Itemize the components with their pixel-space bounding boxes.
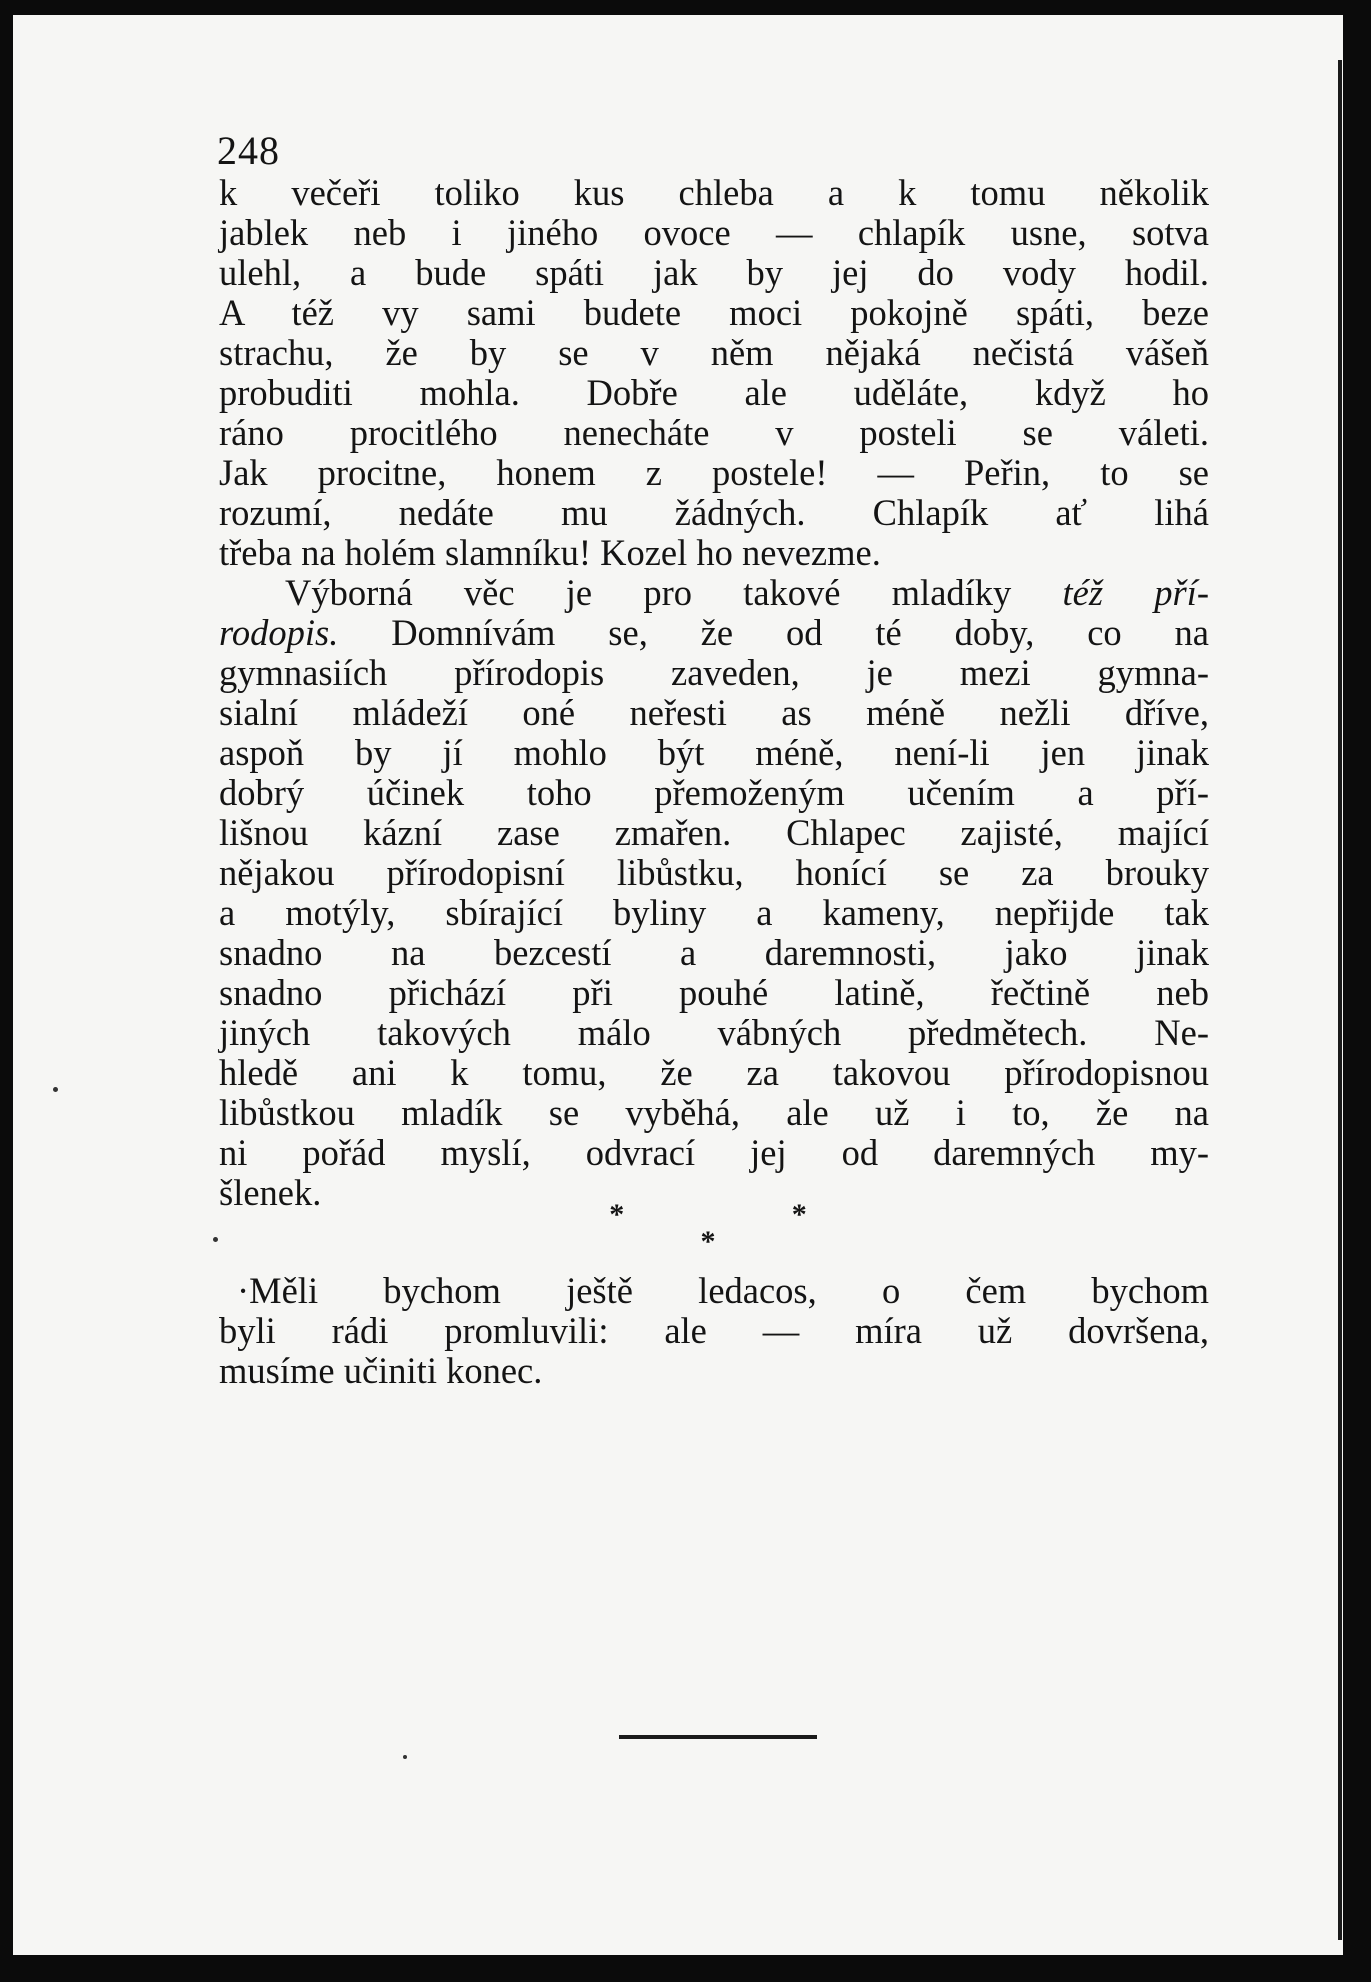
line-text: gymnasiích přírodopis zaveden, je mezi gymna-: [219, 652, 1209, 693]
line-text: jablek neb i jiného ovoce — chlapík usne, sotva: [219, 212, 1209, 253]
line-text: hledě ani k tomu, že za takovou přírodopisnou: [219, 1052, 1209, 1093]
line-text: ráno procitlého nenecháte v posteli se váleti.: [219, 412, 1209, 453]
line-text: nějakou přírodopisní libůstku, honící se za brouky: [219, 852, 1209, 893]
line-text: [219, 612, 1209, 653]
line-text: a motýly, sbírající byliny a kameny, nepřijde tak: [219, 892, 1209, 933]
page-edge: [1338, 60, 1342, 1940]
page-number: 248: [217, 128, 280, 173]
line-text: ·Měli bychom ještě ledacos, o čem bychom: [237, 1270, 1209, 1311]
line-text: ni pořád myslí, odvrací jej od daremných my-: [219, 1132, 1209, 1173]
line-text: musíme učiniti konec.: [219, 1350, 543, 1391]
speck: [213, 1237, 218, 1242]
line-text: libůstkou mladík se vyběhá, ale už i to, že na: [219, 1092, 1209, 1133]
line-text: snadno přichází při pouhé latině, řečtině neb: [219, 972, 1209, 1013]
line-text: lišnou kázní zase zmařen. Chlapec zajisté, mající: [219, 812, 1209, 853]
scan-border: [1343, 15, 1371, 1982]
end-rule: [619, 1735, 817, 1739]
line-text: byli rádi promluvili: ale — míra už dovršena,: [219, 1310, 1209, 1351]
line-text: A též vy sami budete moci pokojně spáti, beze: [219, 292, 1209, 333]
line-text: snadno na bezcestí a daremnosti, jako jinak: [219, 932, 1209, 973]
asterisk-pair: * *: [609, 1198, 807, 1231]
line-text: k večeři toliko kus chleba a k tomu několik: [219, 172, 1209, 213]
line-text: sialní mládeží oné neřesti as méně nežli dříve,: [219, 692, 1209, 733]
line-segment: Domnívám se, že od té doby, co na: [338, 612, 1209, 653]
italic-term: též pří-: [1062, 572, 1209, 613]
speck: [53, 1087, 58, 1092]
book-page: [13, 15, 1343, 1955]
line-text: aspoň by jí mohlo být méně, není-li jen jinak: [219, 732, 1209, 773]
line-text: Jak procitne, honem z postele! — Peřin, to se: [219, 452, 1209, 493]
line-text: probuditi mohla. Dobře ale uděláte, když ho: [219, 372, 1209, 413]
line-text: rozumí, nedáte mu žádných. Chlapík ať lihá: [219, 492, 1209, 533]
italic-term: rodopis.: [219, 612, 339, 653]
line-text: [285, 572, 1209, 613]
line-text: dobrý účinek toho přemoženým učením a pří-: [219, 772, 1209, 813]
asterisk-single: *: [700, 1225, 716, 1258]
line-segment: Výborná věc je pro takové mladíky: [285, 572, 1063, 613]
line-text: ulehl, a bude spáti jak by jej do vody hodil.: [219, 252, 1209, 293]
line-text: třeba na holém slamníku! Kozel ho nevezme.: [219, 532, 881, 573]
line-text: šlenek.: [219, 1172, 322, 1213]
speck: [403, 1755, 407, 1759]
line-text: jiných takových málo vábných předmětech. Ne-: [219, 1012, 1209, 1053]
separator-bottom: [13, 1225, 1343, 1259]
line-text: strachu, že by se v něm nějaká nečistá vášeň: [219, 332, 1209, 373]
